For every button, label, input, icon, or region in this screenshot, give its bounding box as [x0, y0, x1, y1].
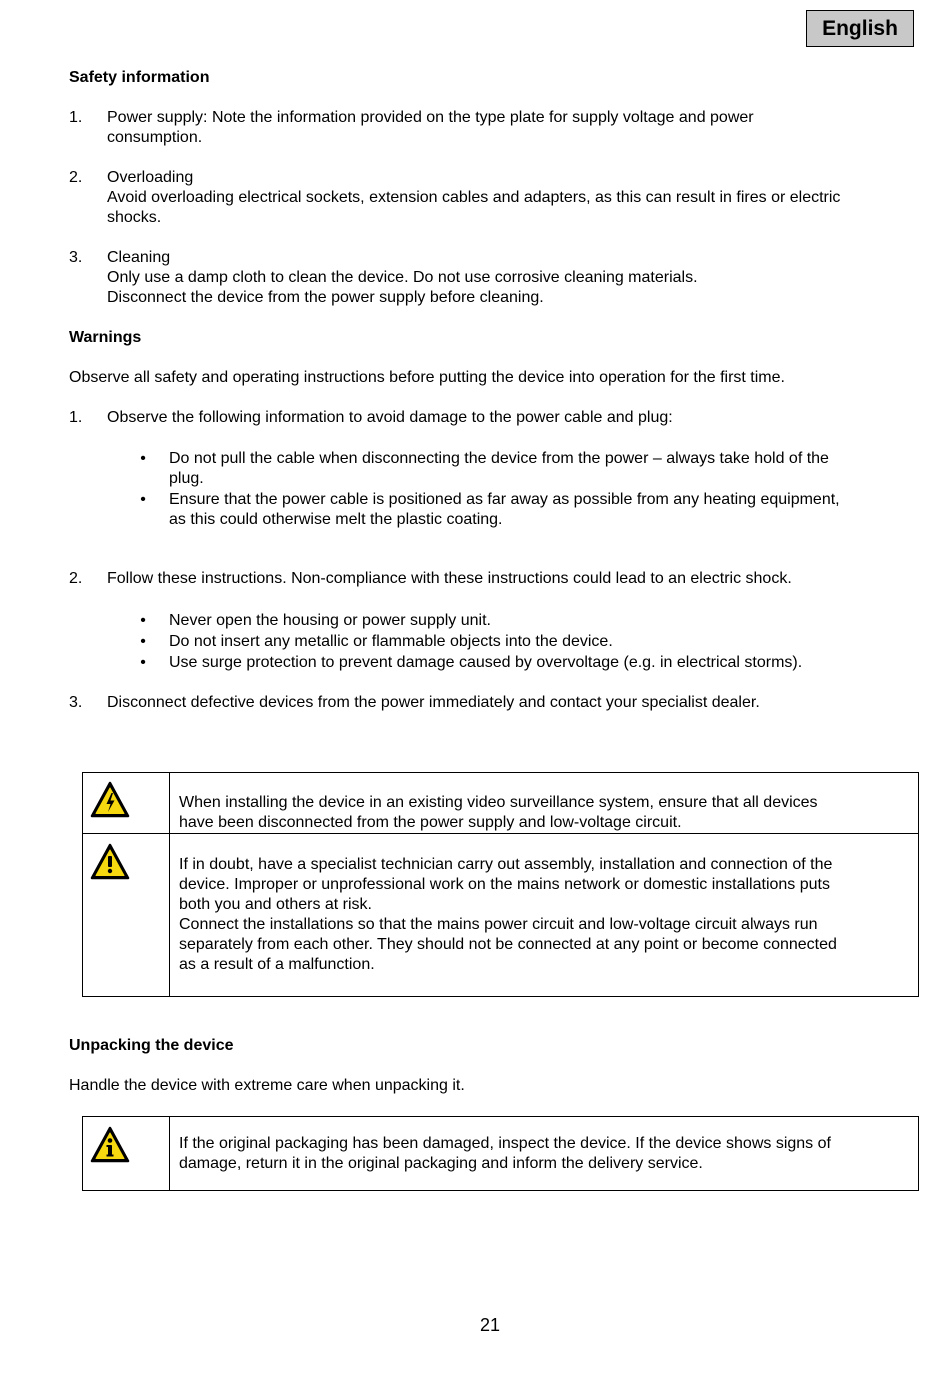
notice-text-cell: [170, 1117, 919, 1191]
bullet-glyph: •: [140, 612, 146, 629]
text-line: have been disconnected from the power supply and low-voltage circuit.: [179, 814, 682, 831]
notice-row: [83, 834, 919, 997]
text-line: Do not pull the cable when disconnecting the device from the power – always take hold of the: [169, 450, 829, 467]
text-line: as this could otherwise melt the plastic coating.: [169, 511, 503, 528]
unpacking-intro: Handle the device with extreme care when unpacking it.: [69, 1077, 465, 1094]
text-line: separately from each other. They should not be connected at any point or become connected: [179, 936, 837, 953]
text-line: If in doubt, have a specialist technician carry out assembly, installation and connection of the: [179, 856, 833, 873]
text-line: Power supply: Note the information provided on the type plate for supply voltage and power: [107, 109, 754, 126]
notice-table-packaging: [82, 1116, 919, 1191]
warning-item-shock: Follow these instructions. Non-compliance with these instructions could lead to an electric shock.: [107, 570, 792, 587]
bullet-glyph: •: [140, 450, 146, 467]
electric-hazard-icon: [90, 781, 169, 825]
notice-icon-cell: [83, 773, 170, 834]
safety-heading: Safety information: [69, 69, 210, 86]
language-badge: English: [806, 10, 914, 47]
text-line: both you and others at risk.: [179, 896, 372, 913]
bullet-item: Never open the housing or power supply unit.: [169, 612, 491, 629]
text-line: Only use a damp cloth to clean the device. Do not use corrosive cleaning materials.: [107, 269, 698, 286]
warning-item-number: 2.: [69, 570, 83, 587]
bullet-item: Do not insert any metallic or flammable objects into the device.: [169, 633, 613, 650]
safety-item-power-supply: [107, 108, 912, 148]
warnings-heading: Warnings: [69, 329, 142, 346]
notice-text-cell: [170, 834, 919, 997]
info-icon: [90, 1126, 169, 1170]
text-line: Overloading: [107, 169, 194, 186]
text-line: Cleaning: [107, 249, 171, 266]
unpacking-heading: Unpacking the device: [69, 1037, 234, 1054]
text-line: consumption.: [107, 129, 203, 146]
bullet-glyph: •: [140, 491, 146, 508]
text-line: When installing the device in an existing video surveillance system, ensure that all devices: [179, 794, 818, 811]
safety-item-number: 3.: [69, 249, 83, 266]
text-line: as a result of a malfunction.: [179, 956, 375, 973]
bullet-item: Use surge protection to prevent damage caused by overvoltage (e.g. in electrical storms).: [169, 654, 803, 671]
text-line: shocks.: [107, 209, 162, 226]
bullet-glyph: •: [140, 633, 146, 650]
warning-item-defective: Disconnect defective devices from the power immediately and contact your specialist dealer.: [107, 694, 760, 711]
text-line: Connect the installations so that the mains power circuit and low-voltage circuit always run: [179, 916, 818, 933]
warnings-intro: Observe all safety and operating instructions before putting the device into operation for the first time.: [69, 369, 785, 386]
text-line: damage, return it in the original packaging and inform the delivery service.: [179, 1155, 703, 1172]
bullet-item: [169, 490, 914, 530]
warning-item-number: 3.: [69, 694, 83, 711]
page-number: 21: [479, 1315, 501, 1335]
warning-item-cable: Observe the following information to avoid damage to the power cable and plug:: [107, 409, 673, 426]
safety-item-overloading: [107, 168, 912, 228]
text-line: device. Improper or unprofessional work on the mains network or domestic installations puts: [179, 876, 830, 893]
text-line: If the original packaging has been damaged, inspect the device. If the device shows signs of: [179, 1135, 831, 1152]
safety-item-cleaning: [107, 248, 912, 308]
notice-row: [83, 1117, 919, 1191]
text-line: Avoid overloading electrical sockets, extension cables and adapters, as this can result in fires or electric: [107, 189, 841, 206]
notice-row: [83, 773, 919, 834]
notice-icon-cell: [83, 834, 170, 997]
bullet-item: [169, 449, 914, 489]
warning-exclamation-icon: [90, 843, 169, 887]
safety-item-number: 2.: [69, 169, 83, 186]
warning-item-number: 1.: [69, 409, 83, 426]
text-line: Ensure that the power cable is positioned as far away as possible from any heating equipment,: [169, 491, 840, 508]
notice-table-installation: [82, 772, 919, 997]
notice-text-cell: [170, 773, 919, 834]
safety-item-number: 1.: [69, 109, 83, 126]
text-line: plug.: [169, 470, 204, 487]
notice-icon-cell: [83, 1117, 170, 1191]
text-line: Disconnect the device from the power supply before cleaning.: [107, 289, 544, 306]
bullet-glyph: •: [140, 654, 146, 671]
